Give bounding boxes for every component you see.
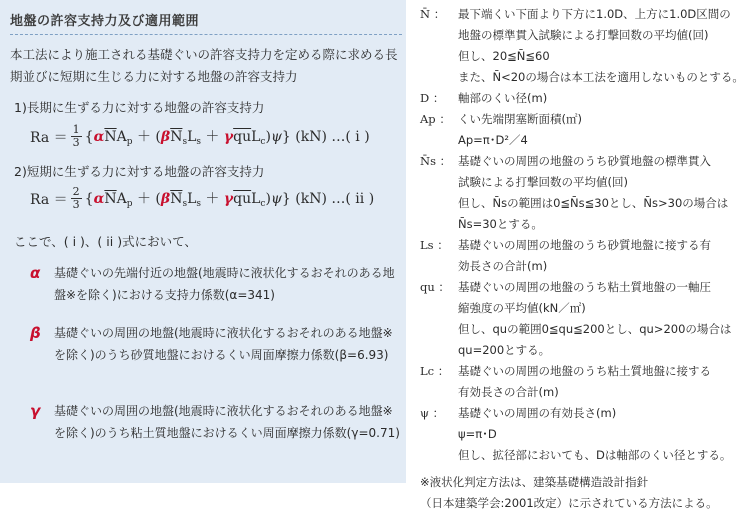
definition-item [420,361,745,403]
short-term-formula-unit: (kN) …( ii ) [295,190,375,207]
gamma-definition [30,400,400,444]
definition-item [420,277,745,361]
footnote-line-1: ※液状化判定方法は、建築基礎構造設計指針 [420,475,649,489]
definition-line: 軸部のくい径(m) [458,91,548,105]
beta-text: 基礎ぐいの周囲の地盤(地震時に液状化するおそれのある地盤※を除く)のうち砂質地盤におけるくい周面摩擦力係数(β=6.93) [54,326,393,362]
gamma-symbol: γ [30,402,41,420]
long-term-formula-body: $\{\alpha\overline{N}A_p + (\beta\overline{N}_sL_s + \gamma\overline{qu}L_c)\psi\}$ [84,129,296,147]
definition-item [420,403,745,466]
definition-item [420,88,745,109]
formula-lhs: Ra ＝ [30,191,68,208]
panel-title: 地盤の許容支持力及び適用範囲 [10,14,200,29]
definition-body [458,277,745,361]
long-term-fraction: $\frac{1}{3}$ [72,123,80,149]
gamma-text: 基礎ぐいの周囲の地盤(地震時に液状化するおそれのある地盤※を除く)のうち粘土質地盤におけるくい周面摩擦力係数(γ=0.71) [54,404,400,440]
definition-term: ψ ： [420,406,445,420]
definition-line: 基礎ぐいの周囲の地盤のうち粘土質地盤に接する [458,364,711,378]
alpha-text: 基礎ぐいの先端付近の地盤(地震時に液状化するおそれのある地盤※を除く)における支持力係数(α=341) [54,266,395,302]
definition-item [420,151,745,235]
definition-term: N̄ ： [420,7,446,21]
definition-term: Lc ： [420,364,450,378]
definition-term: qu ： [420,280,450,294]
long-term-formula [30,124,370,149]
definition-term: Ap ： [420,112,451,126]
definition-line: また、N̄<20の場合は本工法を適用しないものとする。 [458,70,744,84]
definition-line: 最下端くい下面より下方に1.0D、上方に1.0D区間の [458,7,731,21]
definition-term: Ls ： [420,238,449,252]
definition-line: 基礎ぐいの周囲の地盤のうち粘土質地盤の一軸圧 [458,280,711,294]
definition-body [458,109,745,151]
definition-item [420,235,745,277]
definition-body [458,151,745,235]
alpha-definition [30,262,400,306]
definition-term: D ： [420,91,445,105]
definition-item [420,109,745,151]
definition-line: 試験による打撃回数の平均値(回) [458,175,628,189]
definition-line: 基礎ぐいの周囲の地盤のうち砂質地盤の標準貫入 [458,154,711,168]
definitions-list [420,4,745,514]
definition-body [458,361,745,403]
definition-line: 但し、拡径部においても、Dは軸部のくい径とする。 [458,448,732,462]
definition-body [458,235,745,277]
long-term-formula-unit: (kN) …( i ) [295,128,370,145]
short-term-formula-body: $\{\alpha\overline{N}A_p + (\beta\overline{N}_sL_s + \gamma\overline{qu}L_c)\psi\}$ [84,191,296,209]
definition-term: N̄s ： [420,154,452,168]
panel-divider [10,34,402,35]
definition-line: Ap=π･D²／4 [458,133,528,147]
definition-line: 基礎ぐいの周囲の地盤のうち砂質地盤に接する有 [458,238,711,252]
short-term-formula [30,186,374,211]
definition-line: 但し、quの範囲0≦qu≦200とし、qu>200の場合は [458,322,732,336]
definition-items [420,4,745,466]
definition-line: qu=200とする。 [458,343,551,357]
footnote [420,472,745,514]
footnote-line-2: （日本建築学会:2001改定）に示されている方法による。 [420,496,718,510]
intro-text: 本工法により施工される基礎ぐいの許容支持力を定める際に求める長期並びに短期に生じる力に対する地盤の許容支持力 [10,47,398,84]
alpha-symbol: α [30,264,41,282]
definition-item [420,4,745,88]
definition-line: 地盤の標準貫入試験による打撃回数の平均値(回) [458,28,709,42]
definition-line: ψ=π･D [458,427,497,441]
long-term-heading: 1)長期に生ずる力に対する地盤の許容支持力 [14,100,265,115]
definition-line: N̄s=30とする。 [458,217,543,231]
definition-line: 但し、20≦N̄≦60 [458,49,550,63]
where-clause: ここで、( i )、( ii )式において、 [14,234,197,249]
definition-line: くい先端閉塞断面積(㎡) [458,112,582,126]
definition-line: 有効長さの合計(m) [458,385,559,399]
definition-body [458,403,745,466]
definition-line: 基礎ぐいの周囲の有効長さ(m) [458,406,617,420]
definition-line: 効長さの合計(m) [458,259,548,273]
definition-line: 縮強度の平均値(kN／㎡) [458,301,586,315]
short-term-fraction: $\frac{2}{3}$ [72,185,80,211]
definition-body [458,88,745,109]
beta-symbol: β [30,324,41,342]
definition-line: 但し、N̄sの範囲は0≦N̄s≦30とし、N̄s>30の場合は [458,196,729,210]
definition-body [458,4,745,88]
formula-lhs: Ra ＝ [30,129,68,146]
short-term-heading: 2)短期に生ずる力に対する地盤の許容支持力 [14,164,265,179]
beta-definition [30,322,400,366]
